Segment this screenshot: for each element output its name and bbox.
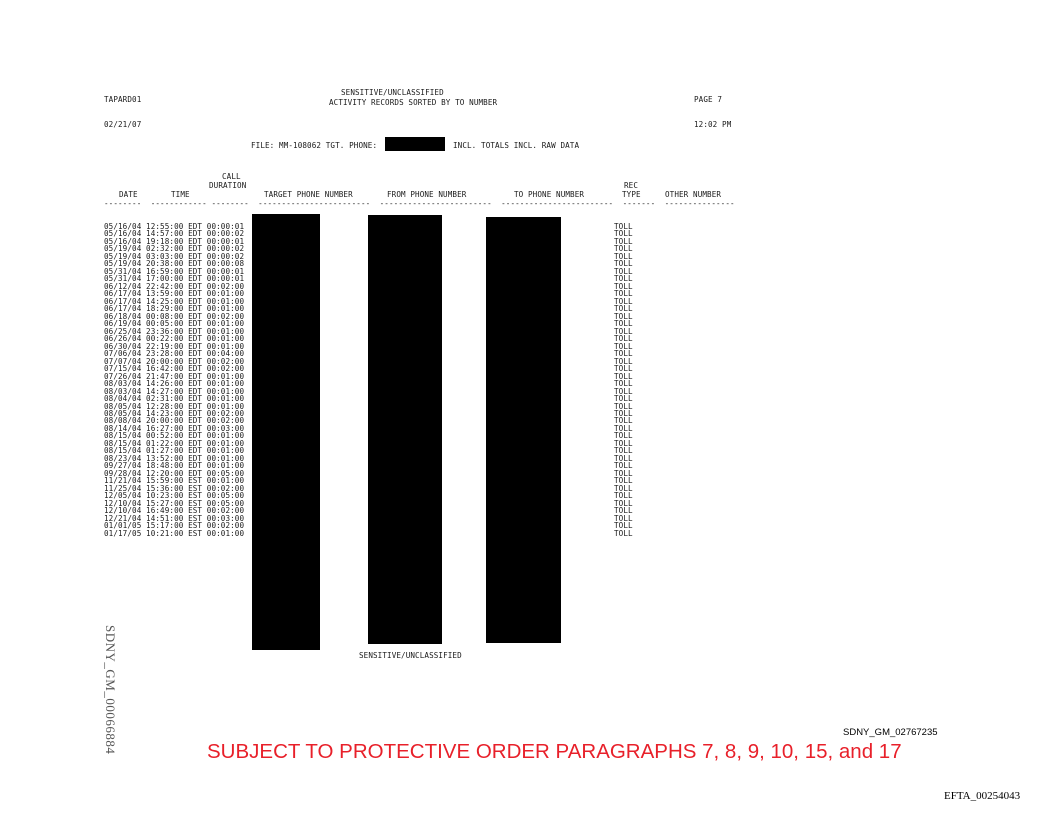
col-other-number: OTHER NUMBER bbox=[665, 190, 722, 199]
efta-number: EFTA_00254043 bbox=[944, 790, 1021, 802]
row-date: 12/05/04 bbox=[104, 491, 142, 501]
row-rec-type: TOLL bbox=[614, 431, 633, 441]
row-date: 06/17/04 bbox=[104, 289, 142, 299]
row-date: 08/05/04 bbox=[104, 409, 142, 418]
report-date: 02/21/07 bbox=[104, 120, 142, 129]
row-time: 17:00:00 EDT bbox=[146, 274, 203, 284]
report-time: 12:02 PM bbox=[694, 120, 732, 129]
row-time: 00:05:00 EDT bbox=[146, 319, 203, 329]
row-duration: 00:01:00 bbox=[206, 386, 245, 396]
row-rec-type: TOLL bbox=[614, 281, 633, 291]
target-number-redaction bbox=[252, 214, 320, 650]
row-duration: 00:02:00 bbox=[206, 356, 245, 366]
row-date: 11/21/04 bbox=[104, 476, 142, 486]
row-rec-type: TOLL bbox=[614, 244, 633, 254]
to-number-redaction bbox=[486, 217, 561, 643]
row-date: 06/25/04 bbox=[104, 326, 142, 336]
row-date: 08/15/04 bbox=[104, 431, 142, 441]
row-rec-type: TOLL bbox=[614, 409, 633, 418]
row-date: 08/14/04 bbox=[104, 423, 142, 433]
row-duration: 00:02:00 bbox=[206, 483, 245, 493]
row-duration: 00:01:00 bbox=[206, 304, 245, 314]
row-time: 00:08:00 EDT bbox=[146, 311, 203, 321]
row-duration: 00:01:00 bbox=[206, 289, 245, 299]
row-duration: 00:05:00 bbox=[206, 498, 245, 508]
row-date: 08/23/04 bbox=[104, 453, 142, 463]
row-date: 05/31/04 bbox=[104, 266, 142, 276]
file-line-prefix: FILE: MM-108062 TGT. PHONE: bbox=[251, 141, 378, 150]
row-date: 06/18/04 bbox=[104, 311, 142, 321]
row-time: 15:36:00 EST bbox=[146, 483, 203, 493]
row-date: 08/03/04 bbox=[104, 386, 142, 396]
row-rec-type: TOLL bbox=[614, 364, 633, 374]
row-duration: 00:00:01 bbox=[206, 266, 245, 276]
classification-bottom: SENSITIVE/UNCLASSIFIED bbox=[359, 651, 462, 660]
row-duration: 00:01:00 bbox=[206, 334, 245, 344]
row-time: 14:26:00 EDT bbox=[146, 379, 203, 389]
row-time: 12:28:00 EDT bbox=[146, 401, 203, 411]
row-duration: 00:00:01 bbox=[206, 236, 245, 246]
row-rec-type: TOLL bbox=[614, 453, 633, 463]
row-time: 13:59:00 EDT bbox=[146, 289, 203, 299]
row-time: 14:25:00 EDT bbox=[146, 296, 203, 306]
row-time: 15:27:00 EST bbox=[146, 498, 203, 508]
row-rec-type: TOLL bbox=[614, 304, 633, 314]
row-rec-type: TOLL bbox=[614, 334, 633, 344]
row-rec-type: TOLL bbox=[614, 394, 633, 404]
row-rec-type: TOLL bbox=[614, 386, 633, 396]
row-rec-type: TOLL bbox=[614, 446, 633, 456]
row-time: 10:21:00 EST bbox=[146, 528, 203, 538]
row-time: 20:00:00 EDT bbox=[146, 416, 203, 426]
row-date: 12/21/04 bbox=[104, 513, 142, 523]
row-time: 10:23:00 EST bbox=[146, 491, 203, 501]
row-rec-type: TOLL bbox=[614, 289, 633, 299]
row-time: 22:19:00 EDT bbox=[146, 341, 203, 351]
row-time: 01:22:00 EDT bbox=[146, 438, 203, 448]
row-duration: 00:00:01 bbox=[206, 222, 245, 231]
row-time: 12:20:00 EDT bbox=[146, 468, 203, 478]
row-date: 05/16/04 bbox=[104, 222, 142, 231]
row-duration: 00:01:00 bbox=[206, 341, 245, 351]
row-duration: 00:00:08 bbox=[206, 259, 245, 269]
row-rec-type: TOLL bbox=[614, 423, 633, 433]
row-date: 06/17/04 bbox=[104, 304, 142, 314]
row-date: 05/19/04 bbox=[104, 251, 142, 261]
row-rec-type: TOLL bbox=[614, 401, 633, 411]
row-duration: 00:02:00 bbox=[206, 416, 245, 426]
row-time: 00:22:00 EDT bbox=[146, 334, 203, 344]
row-date: 06/26/04 bbox=[104, 334, 142, 344]
row-date: 08/03/04 bbox=[104, 379, 142, 389]
row-time: 15:59:00 EST bbox=[146, 476, 203, 486]
row-time: 23:28:00 EDT bbox=[146, 349, 203, 359]
row-duration: 00:01:00 bbox=[206, 296, 245, 306]
row-duration: 00:01:00 bbox=[206, 461, 245, 471]
row-duration: 00:02:00 bbox=[206, 521, 245, 531]
row-duration: 00:04:00 bbox=[206, 349, 245, 359]
row-rec-type: TOLL bbox=[614, 498, 633, 508]
row-date: 11/25/04 bbox=[104, 483, 142, 493]
row-date: 06/17/04 bbox=[104, 296, 142, 306]
row-duration: 00:02:00 bbox=[206, 409, 245, 418]
row-date: 06/30/04 bbox=[104, 341, 142, 351]
row-date: 06/19/04 bbox=[104, 319, 142, 329]
col-to-phone: TO PHONE NUMBER bbox=[514, 190, 585, 199]
row-rec-type: TOLL bbox=[614, 222, 633, 231]
row-time: 14:27:00 EDT bbox=[146, 386, 203, 396]
row-rec-type: TOLL bbox=[614, 236, 633, 246]
page-number: PAGE 7 bbox=[694, 95, 723, 104]
row-rec-type: TOLL bbox=[614, 251, 633, 261]
row-rec-type: TOLL bbox=[614, 311, 633, 321]
row-date: 01/01/05 bbox=[104, 521, 142, 531]
row-time: 16:27:00 EDT bbox=[146, 423, 203, 433]
row-time: 15:17:00 EST bbox=[146, 521, 203, 531]
row-duration: 00:00:02 bbox=[206, 251, 245, 261]
row-date: 05/16/04 bbox=[104, 229, 142, 239]
row-time: 16:59:00 EDT bbox=[146, 266, 203, 276]
row-time: 00:52:00 EDT bbox=[146, 431, 203, 441]
row-duration: 00:01:00 bbox=[206, 394, 245, 404]
col-call: CALL bbox=[222, 172, 241, 181]
side-bates-number: SDNY_GM_00066884 bbox=[103, 625, 118, 755]
target-phone-redaction bbox=[385, 137, 445, 151]
row-time: 16:49:00 EST bbox=[146, 506, 203, 516]
row-date: 05/19/04 bbox=[104, 244, 142, 254]
row-rec-type: TOLL bbox=[614, 341, 633, 351]
row-duration: 00:03:00 bbox=[206, 423, 245, 433]
row-date: 09/27/04 bbox=[104, 461, 142, 471]
row-date: 01/17/05 bbox=[104, 528, 142, 538]
row-date: 08/05/04 bbox=[104, 401, 142, 411]
col-target-phone: TARGET PHONE NUMBER bbox=[264, 190, 353, 199]
row-time: 02:32:00 EDT bbox=[146, 244, 203, 254]
row-duration: 00:01:00 bbox=[206, 371, 245, 381]
row-rec-type: TOLL bbox=[614, 266, 633, 276]
row-time: 14:57:00 EDT bbox=[146, 229, 203, 239]
row-rec-type: TOLL bbox=[614, 356, 633, 366]
row-date: 05/16/04 bbox=[104, 236, 142, 246]
row-rec-type: TOLL bbox=[614, 468, 633, 478]
row-duration: 00:02:00 bbox=[206, 311, 245, 321]
row-time: 20:00:00 EDT bbox=[146, 356, 203, 366]
row-date: 12/10/04 bbox=[104, 506, 142, 516]
row-rec-type: TOLL bbox=[614, 319, 633, 329]
row-rec-type: TOLL bbox=[614, 229, 633, 239]
row-time: 22:42:00 EDT bbox=[146, 281, 203, 291]
row-rec-type: TOLL bbox=[614, 371, 633, 381]
row-time: 21:47:00 EDT bbox=[146, 371, 203, 381]
col-date: DATE bbox=[119, 190, 138, 199]
row-date: 05/19/04 bbox=[104, 259, 142, 269]
row-rec-type: TOLL bbox=[614, 438, 633, 448]
row-rec-type: TOLL bbox=[614, 274, 633, 284]
row-time: 18:48:00 EDT bbox=[146, 461, 203, 471]
row-rec-type: TOLL bbox=[614, 416, 633, 426]
row-date: 08/15/04 bbox=[104, 446, 142, 456]
row-duration: 00:05:00 bbox=[206, 491, 245, 501]
row-rec-type: TOLL bbox=[614, 528, 633, 538]
row-time: 14:51:00 EST bbox=[146, 513, 203, 523]
col-type: TYPE bbox=[622, 190, 641, 199]
row-duration: 00:02:00 bbox=[206, 364, 245, 374]
row-rec-type: TOLL bbox=[614, 461, 633, 471]
row-duration: 00:02:00 bbox=[206, 506, 245, 516]
row-time: 12:55:00 EDT bbox=[146, 222, 203, 231]
row-date: 09/28/04 bbox=[104, 468, 142, 478]
row-duration: 00:00:02 bbox=[206, 229, 245, 239]
row-duration: 00:05:00 bbox=[206, 468, 245, 478]
row-duration: 00:03:00 bbox=[206, 513, 245, 523]
row-date: 07/07/04 bbox=[104, 356, 142, 366]
row-rec-type: TOLL bbox=[614, 349, 633, 359]
row-rec-type: TOLL bbox=[614, 259, 633, 269]
row-date: 05/31/04 bbox=[104, 274, 142, 284]
row-rec-type: TOLL bbox=[614, 506, 633, 516]
row-duration: 00:01:00 bbox=[206, 319, 245, 329]
row-duration: 00:01:00 bbox=[206, 446, 245, 456]
col-from-phone: FROM PHONE NUMBER bbox=[387, 190, 467, 199]
row-date: 06/12/04 bbox=[104, 281, 142, 291]
row-duration: 00:01:00 bbox=[206, 453, 245, 463]
row-duration: 00:00:01 bbox=[206, 274, 245, 284]
row-duration: 00:00:02 bbox=[206, 244, 245, 254]
row-date: 08/04/04 bbox=[104, 394, 142, 404]
row-date: 08/08/04 bbox=[104, 416, 142, 426]
from-number-redaction bbox=[368, 215, 442, 644]
row-rec-type: TOLL bbox=[614, 513, 633, 523]
row-duration: 00:02:00 bbox=[206, 281, 245, 291]
row-date: 07/26/04 bbox=[104, 371, 142, 381]
col-duration: DURATION bbox=[209, 181, 247, 190]
row-date: 07/15/04 bbox=[104, 364, 142, 374]
row-date: 08/15/04 bbox=[104, 438, 142, 448]
report-title: ACTIVITY RECORDS SORTED BY TO NUMBER bbox=[329, 98, 498, 107]
table-row bbox=[104, 528, 633, 539]
row-time: 20:38:00 EDT bbox=[146, 259, 203, 269]
row-time: 02:31:00 EDT bbox=[146, 394, 203, 404]
row-date-time-duration bbox=[104, 529, 244, 538]
row-rec-type: TOLL bbox=[614, 296, 633, 306]
protective-order-stamp: SUBJECT TO PROTECTIVE ORDER PARAGRAPHS 7, 8, 9, 10, 15, and 17 bbox=[207, 740, 902, 763]
row-duration: 00:01:00 bbox=[206, 379, 245, 389]
row-duration: 00:01:00 bbox=[206, 438, 245, 448]
row-time: 16:42:00 EDT bbox=[146, 364, 203, 374]
row-time: 18:29:00 EDT bbox=[146, 304, 203, 314]
row-duration: 00:01:00 bbox=[206, 326, 245, 336]
row-time: 03:03:00 EDT bbox=[146, 251, 203, 261]
row-rec-type: TOLL bbox=[614, 326, 633, 336]
row-date: 12/10/04 bbox=[104, 498, 142, 508]
col-time: TIME bbox=[171, 190, 190, 199]
file-line-suffix: INCL. TOTALS INCL. RAW DATA bbox=[453, 141, 580, 150]
row-time: 01:27:00 EDT bbox=[146, 446, 203, 456]
bates-number: SDNY_GM_02767235 bbox=[843, 727, 938, 738]
row-date: 07/06/04 bbox=[104, 349, 142, 359]
row-rec-type: TOLL bbox=[614, 379, 633, 389]
row-time: 23:36:00 EDT bbox=[146, 326, 203, 336]
row-duration: 00:01:00 bbox=[206, 476, 245, 486]
row-rec-type: TOLL bbox=[614, 491, 633, 501]
classification-top: SENSITIVE/UNCLASSIFIED bbox=[341, 88, 444, 97]
header-dashes: -------- ------------ -------- ------------------------ ------------------------ ------------------------ ------- --------------- bbox=[104, 199, 735, 208]
row-time: 14:23:00 EDT bbox=[146, 409, 203, 418]
row-duration: 00:01:00 bbox=[206, 431, 245, 441]
row-rec-type: TOLL bbox=[614, 483, 633, 493]
report-id: TAPARD01 bbox=[104, 95, 142, 104]
row-time: 19:18:00 EDT bbox=[146, 236, 203, 246]
row-duration: 00:01:00 bbox=[206, 401, 245, 411]
col-rec: REC bbox=[624, 181, 639, 190]
row-rec-type: TOLL bbox=[614, 521, 633, 531]
row-time: 13:52:00 EDT bbox=[146, 453, 203, 463]
row-rec-type: TOLL bbox=[614, 476, 633, 486]
row-duration: 00:01:00 bbox=[206, 528, 245, 538]
